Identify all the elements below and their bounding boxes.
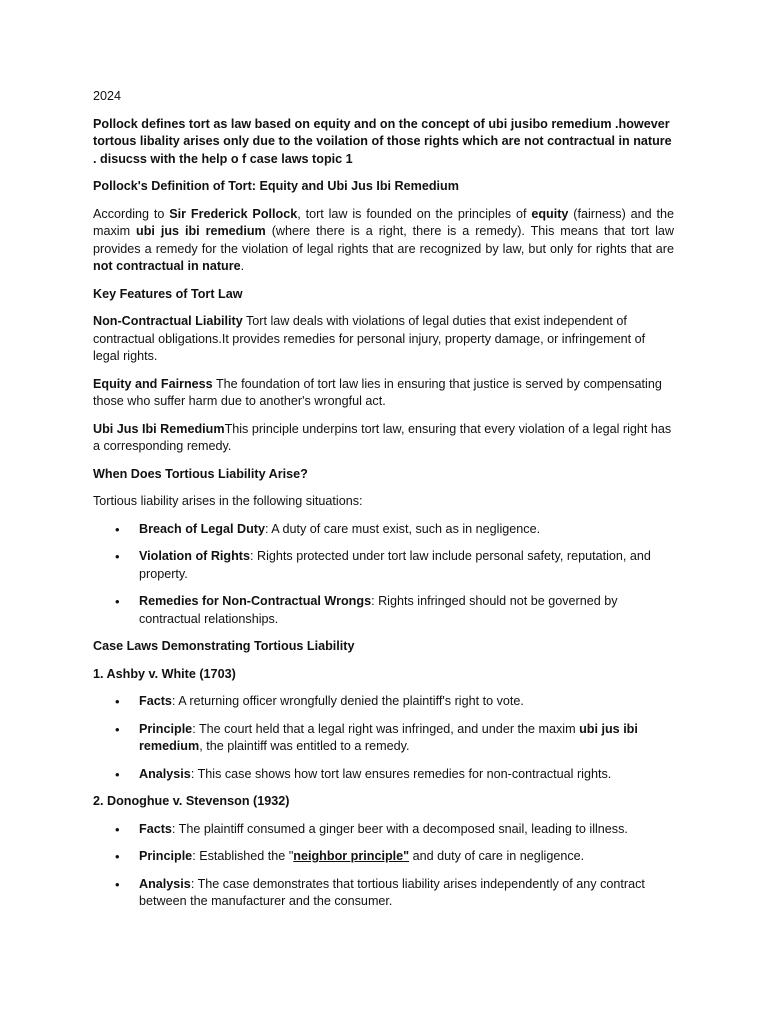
feature-label: Non-Contractual Liability [93, 314, 243, 328]
bullet-label: Analysis [139, 766, 191, 781]
text-run: (where there is a right, there is a remedy). This means that tort law provides a remedy for the violation of legal rights that are recognized by law, but only for rights that are [93, 224, 674, 256]
feature-text: The foundation of tort law lies in ensuring that justice is served by compensating those who suffer harm due to another's wrongful act. [93, 376, 662, 408]
section-heading-features: Key Features of Tort Law [93, 286, 243, 301]
bullet-text: : Rights protected under tort law include personal safety, reputation, and property. [139, 549, 651, 581]
bullet-label: Principle [139, 849, 193, 863]
arise-bullet-list [93, 521, 674, 629]
bullet-label: Principle [139, 721, 193, 736]
bullet-text: , the plaintiff was entitled to a remedy. [199, 739, 410, 753]
text-run: According to [93, 206, 170, 221]
definition-paragraph [93, 206, 674, 276]
question-text: Pollock defines tort as law based on equity and on the concept of ubi jusibo remedium .however tortous libality arises only due to the voilation of those rights which are not contractual in nature . disucss with the help o f case laws topic 1 [93, 116, 672, 166]
case-title: 2. Donoghue v. Stevenson (1932) [93, 794, 290, 808]
feature-label: Ubi Jus Ibi Remedium [93, 421, 225, 436]
document-body [93, 88, 674, 921]
list-item [93, 548, 674, 583]
list-item [93, 766, 674, 784]
list-item [93, 693, 674, 711]
bullet-text: : A returning officer wrongfully denied the plaintiff's right to vote. [171, 694, 524, 708]
feature-text: Tort law deals with violations of legal duties that exist independent of contractual obligations.It provides remedies for personal injury, property damage, or infringement of legal rights. [93, 314, 646, 363]
text-run: (fairness) and the maxim [93, 206, 674, 238]
bullet-text: : A duty of care must exist, such as in negligence. [264, 521, 541, 536]
feature-paragraph [93, 376, 674, 411]
section-heading-cases: Case Laws Demonstrating Tortious Liability [93, 639, 355, 653]
section-heading-arise: When Does Tortious Liability Arise? [93, 466, 308, 481]
underlined-run: neighbor principle" [293, 849, 410, 863]
feature-paragraph [93, 313, 674, 366]
list-item [93, 593, 674, 628]
case2-bullet-list [93, 821, 674, 911]
bold-run: ubi jus ibi remedium [139, 721, 638, 753]
bold-run: Sir Frederick Pollock [169, 206, 298, 221]
bullet-label: Facts [139, 694, 172, 708]
list-item [93, 848, 674, 866]
bullet-text: : Established the " [192, 849, 294, 863]
bullet-text: and duty of care in negligence. [409, 849, 585, 863]
bullet-text: : The court held that a legal right was infringed, and under the maxim [192, 721, 580, 736]
feature-text: This principle underpins tort law, ensuring that every violation of a legal right has a corresponding remedy. [93, 421, 672, 453]
bullet-text: : Rights infringed should not be governed by contractual relationships. [139, 594, 618, 626]
case1-bullet-list [93, 693, 674, 783]
feature-paragraph [93, 421, 674, 456]
bold-run: ubi jus ibi remedium [136, 224, 266, 238]
list-item [93, 521, 674, 539]
bullet-label: Analysis [139, 876, 191, 891]
text-run: . [240, 259, 245, 273]
case-title: 1. Ashby v. White (1703) [93, 666, 236, 681]
bullet-label: Breach of Legal Duty [139, 521, 265, 536]
list-item [93, 721, 674, 756]
bold-run: equity [531, 206, 569, 221]
bullet-label: Remedies for Non-Contractual Wrongs [139, 594, 372, 608]
text-run: , tort law is founded on the principles of [297, 206, 532, 221]
bullet-label: Facts [139, 821, 172, 836]
bullet-text: : The plaintiff consumed a ginger beer with a decomposed snail, leading to illness. [171, 821, 628, 836]
bullet-text: : This case shows how tort law ensures remedies for non-contractual rights. [190, 766, 612, 781]
arise-intro: Tortious liability arises in the following situations: [93, 494, 363, 508]
section-heading-definition: Pollock's Definition of Tort: Equity and Ubi Jus Ibi Remedium [93, 179, 459, 193]
feature-label: Equity and Fairness [93, 376, 213, 391]
list-item [93, 821, 674, 839]
list-item [93, 876, 674, 911]
bullet-text: : The case demonstrates that tortious liability arises independently of any contract between the manufacturer and the consumer. [139, 876, 645, 908]
bullet-label: Violation of Rights [139, 549, 251, 563]
year-label: 2024 [93, 89, 122, 103]
bold-run: not contractual in nature [93, 259, 241, 273]
